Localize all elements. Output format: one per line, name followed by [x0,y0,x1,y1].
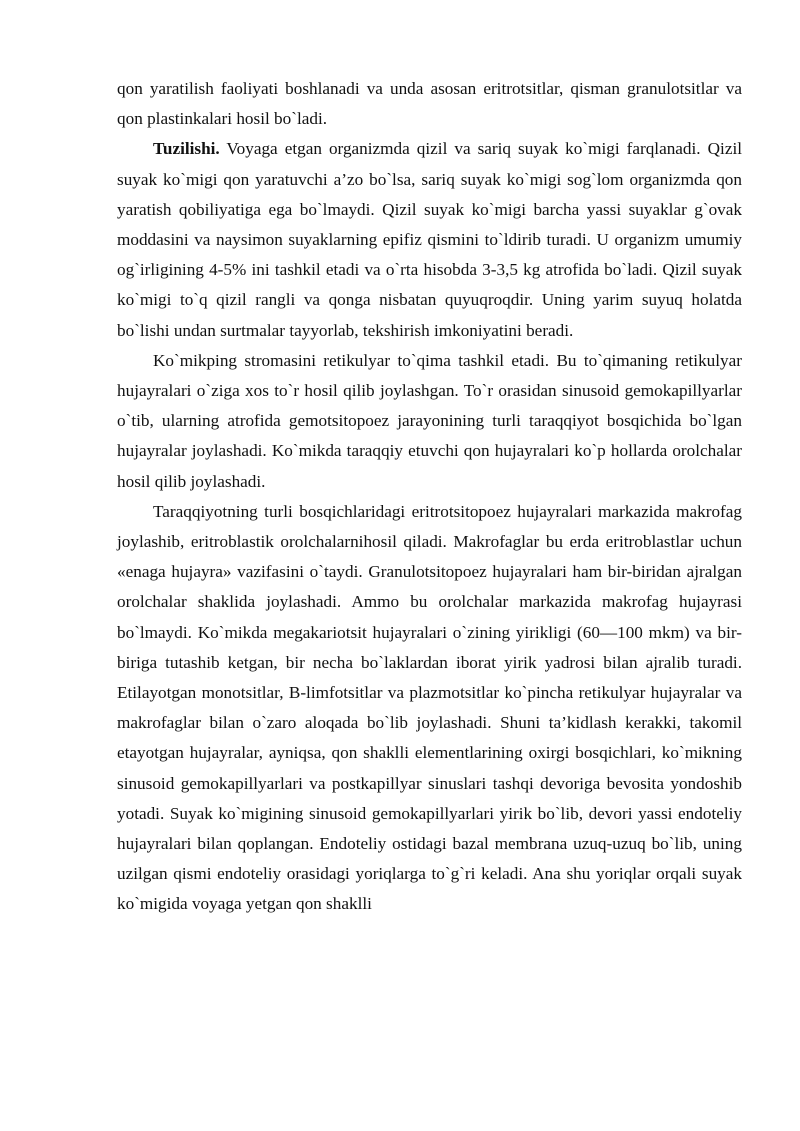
paragraph-continuation: qon yaratilish faoliyati boshlanadi va unda asosan eritrotsitlar, qisman granulotsitlar va qon plastinkalari hosil bo`ladi. [117,79,742,129]
paragraph-structure [117,134,742,345]
section-heading-tuzilishi: Tuzilishi. [153,139,220,159]
document-page [117,74,742,920]
paragraph-structure-body: Voyaga etgan organizmda qizil va sariq suyak ko`migi farqlanadi. Qizil suyak ko`migi qon yaratuvchi a’zo bo`lsa, sariq suyak ko`migi sog`lom organizmda qon yaratish qobiliyatiga ega bo`lmaydi. Qizil suyak ko`migi barcha yassi suyaklar g`ovak moddasini va naysimon suyaklarning epifiz qismini to`ldirib turadi. U organizm umumiy og`irligining 4-5% ini tashkil etadi va o`rta hisobda 3-3,5 kg atrofida bo`ladi. Qizil suyak ko`migi to`q qizil rangli va qonga nisbatan quyuqroqdir. Uning yarim suyuq holatda bo`lishi undan surtmalar tayyorlab, tekshirish imkoniyatini beradi. [117,139,742,340]
paragraph-stroma: Ko`mikping stromasini retikulyar to`qima tashkil etadi. Bu to`qimaning retikulyar hujayralari o`ziga xos to`r hosil qilib joylashgan. To`r orasidan sinusoid gemokapillyarlar o`tib, ularning atrofida gemotsitopoez jarayonining turli taraqqiyot bosqichida bo`lgan hujayralar joylashadi. Ko`mikda taraqqiy etuvchi qon hujayralari ko`p hollarda orolchalar hosil qilib joylashadi. [117,350,742,491]
paragraph-development: Taraqqiyotning turli bosqichlaridagi eritrotsitopoez hujayralari markazida makrofag joylashib, eritroblastik orolchalarnihosil qiladi. Makrofaglar bu erda eritroblastlar uchun «enaga hujayra» vazifasini o`taydi. Granulotsitopoez hujayralari ham bir-biridan ajralgan orolchalar shaklida joylashadi. Ammo bu orolchalar markazida makrofag hujayrasi bo`lmaydi. Ko`mikda megakariotsit hujayralari o`zining yirikligi (60—100 mkm) va bir-biriga tutashib ketgan, bir necha bo`laklardan iborat yirik yadrosi bilan ajralib turadi. Etilayotgan monotsitlar, B-limfotsitlar va plazmotsitlar ko`pincha retikulyar hujayralar va makrofaglar bilan o`zaro aloqada bo`lib joylashadi. Shuni ta’kidlash kerakki, takomil etayotgan hujayralar, ayniqsa, qon shaklli elementlarining oxirgi bosqichlari, ko`mikning sinusoid gemokapillyarlari va postkapillyar sinuslari tashqi devoriga bevosita yondoshib yotadi. Suyak ko`migining sinusoid gemokapillyarlari yirik bo`lib, devori yassi endoteliy hujayralari bilan qoplangan. Endoteliy ostidagi bazal membrana uzuq-uzuq bo`lib, uning uzilgan qismi endoteliy orasidagi yoriqlarga to`g`ri keladi. Ana shu yoriqlar orqali suyak ko`migida voyaga yetgan qon shaklli [117,501,742,914]
